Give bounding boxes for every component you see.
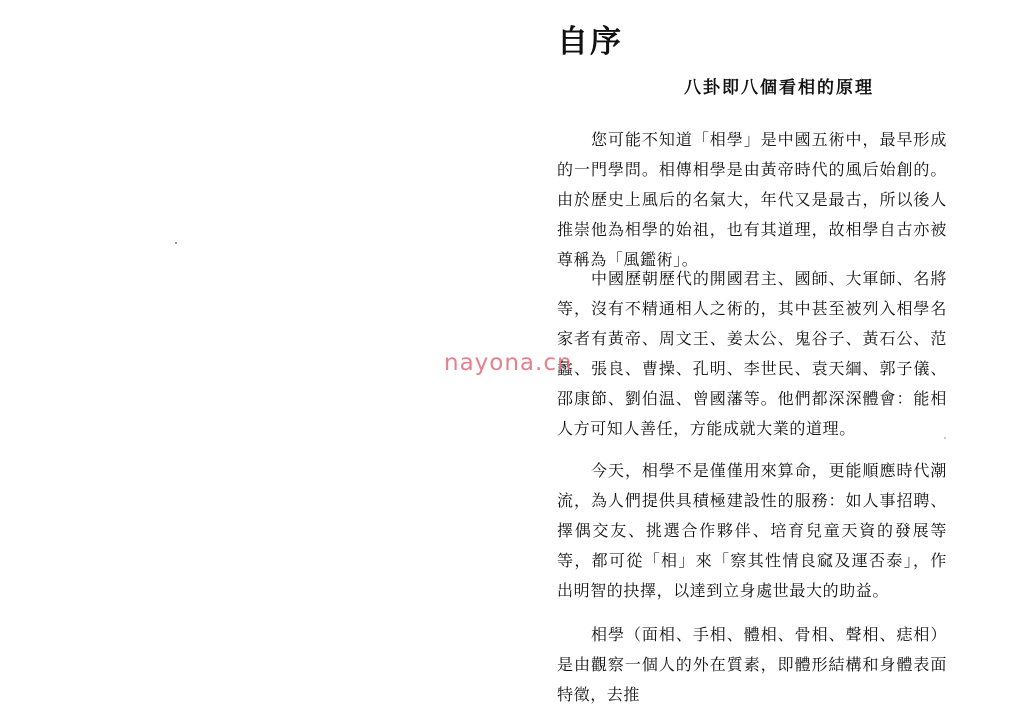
scan-speck [175,242,177,244]
paragraph: 相學（面相、手相、體相、骨相、聲相、痣相）是由觀察一個人的外在質素，即體形結構和身體表面特徵，去推 [557,625,947,704]
watermark-text: nayona.cn [444,350,573,376]
paragraph: 今天，相學不是僅僅用來算命，更能順應時代潮流，為人們提供具積極建設性的服務：如人事招聘、擇偶交友、挑選合作夥伴、培育兒童天資的發展等等，都可從「相」來「察其性情良窳及運否泰」，作出明智的抉擇，以達到立身處世最大的助益。 [557,461,947,600]
paragraph: 中國歷朝歷代的開國君主、國師、大軍師、名將等，沒有不精通相人之術的，其中甚至被列入相學名家者有黃帝、周文王、姜太公、鬼谷子、黃石公、范蠡、張良、曹操、孔明、李世民、袁天綱、郭子儀、邵康節、劉伯温、曾國藩等。他們都深深體會：能相人方可知人善任，方能成就大業的道理。 [557,269,947,438]
page-title: 自序 [557,24,623,60]
page-subtitle: 八卦即八個看相的原理 [684,78,874,98]
paragraph: 您可能不知道「相學」是中國五術中，最早形成的一門學問。相傳相學是由黃帝時代的風后始創的。由於歷史上風后的名氣大，年代又是最古，所以後人推崇他為相學的始祖，也有其道理，故相學自古亦被尊稱為「風鑑術」。 [557,130,947,269]
